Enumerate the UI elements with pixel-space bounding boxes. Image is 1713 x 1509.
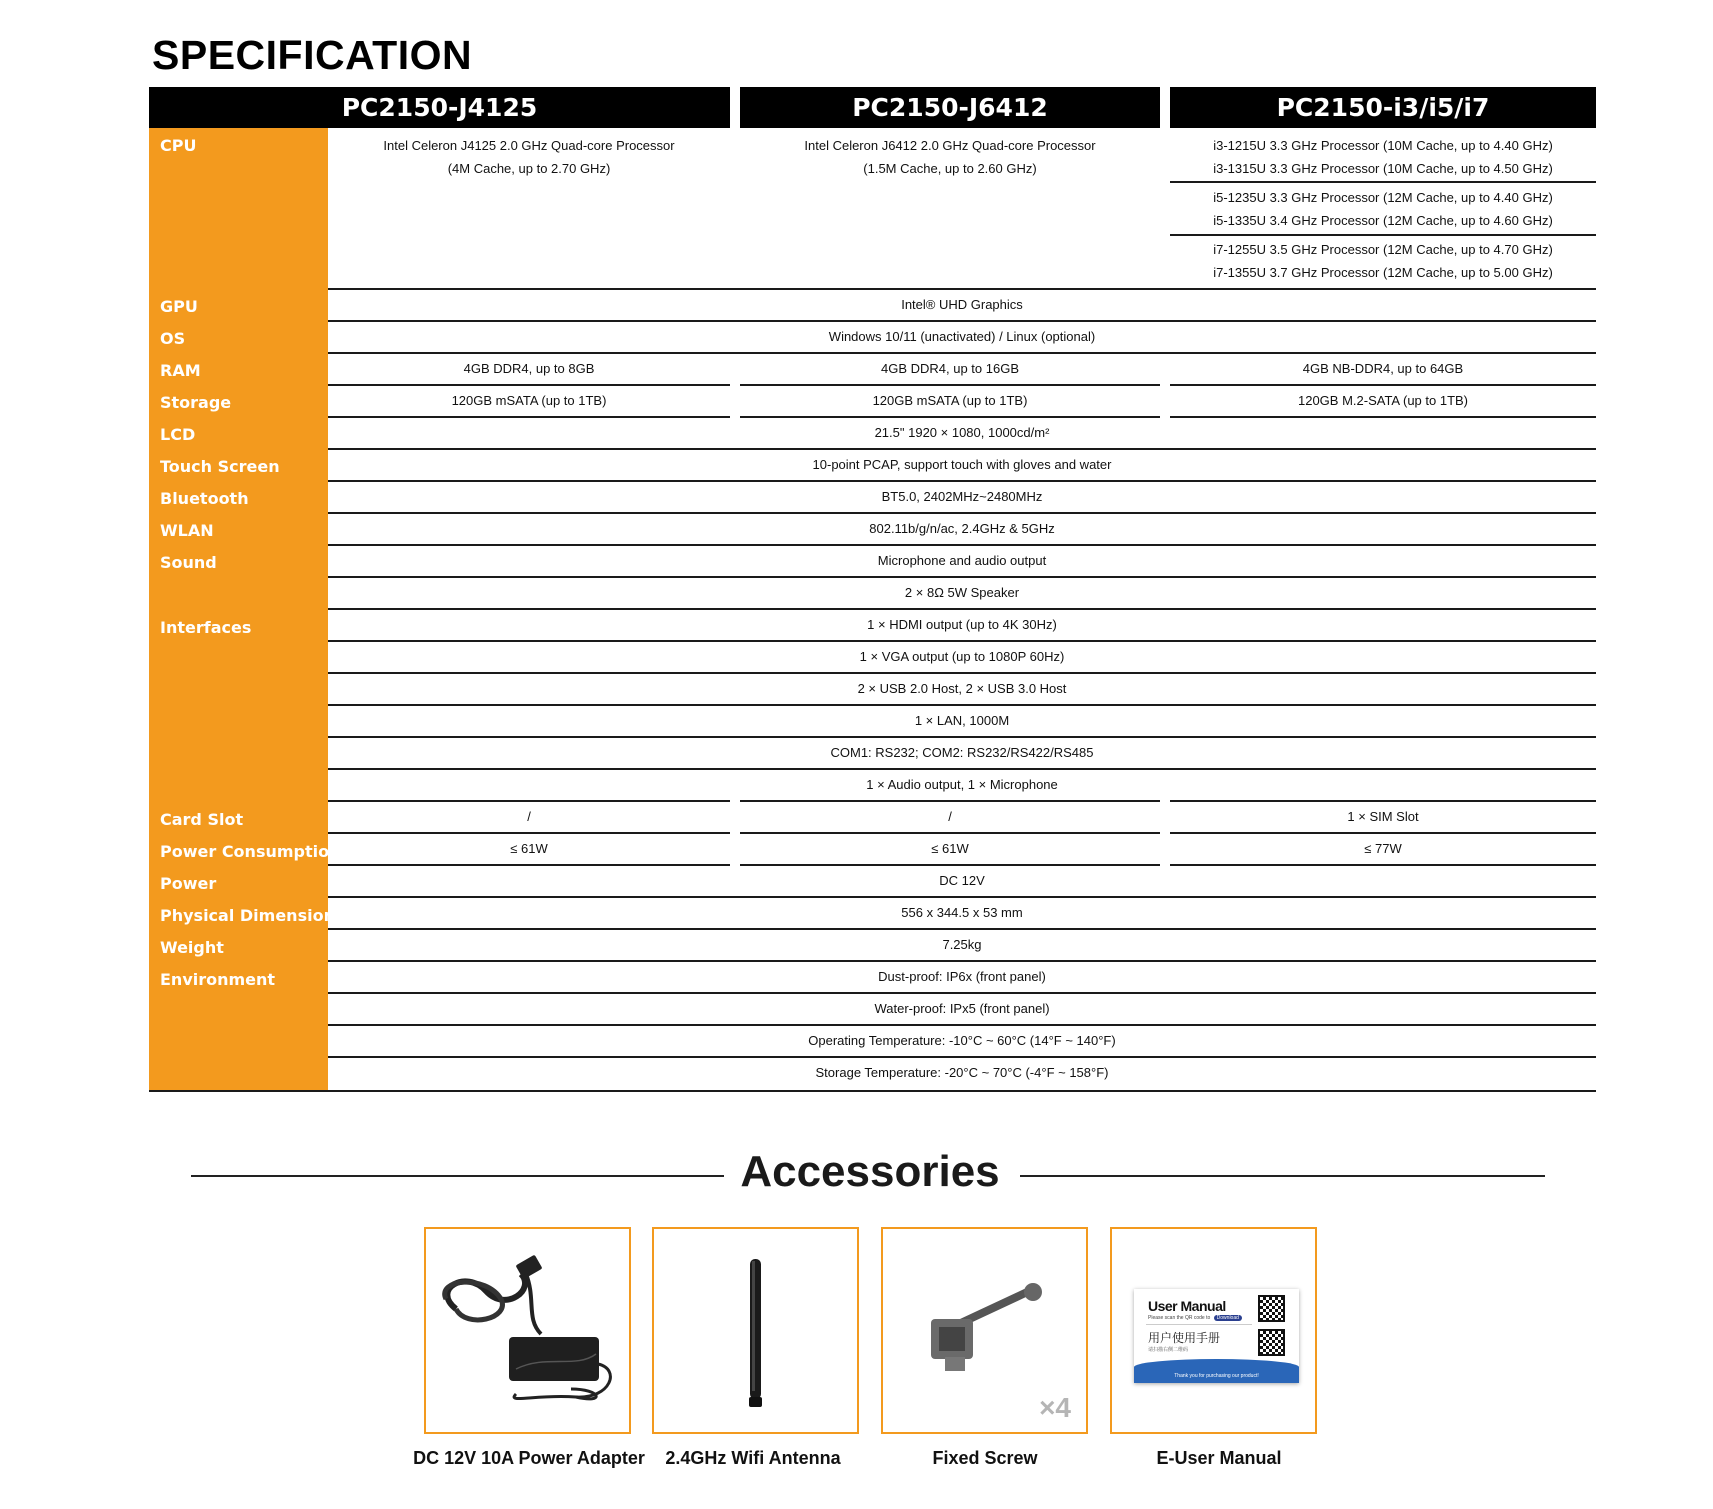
weight-value: 7.25kg — [942, 937, 982, 952]
cpu-j6412-line1: Intel Celeron J6412 2.0 GHz Quad-core Processor — [804, 138, 1096, 153]
environment-4: Storage Temperature: -20°C ~ 70°C (-4°F ~ 158°F) — [815, 1065, 1109, 1080]
divider — [1170, 800, 1596, 802]
cpu-i7-line2: i7-1355U 3.7 GHz Processor (12M Cache, up to 5.00 GHz) — [1213, 265, 1553, 280]
ram-i3i5i7: 4GB NB-DDR4, up to 64GB — [1302, 361, 1464, 376]
powercons-j6412: ≤ 61W — [931, 841, 969, 856]
label-interfaces: Interfaces — [160, 618, 252, 637]
qr-code-icon — [1258, 1295, 1285, 1322]
touch-value: 10-point PCAP, support touch with gloves and water — [812, 457, 1112, 472]
divider — [328, 896, 1596, 898]
divider — [328, 768, 1596, 770]
manual-download-badge: Download — [1214, 1315, 1242, 1321]
manual-subtitle-text: Please scan the QR code to — [1148, 1315, 1211, 1321]
divider — [328, 800, 730, 802]
model-header-i3i5i7: PC2150-i3/i5/i7 — [1170, 87, 1596, 128]
divider — [328, 864, 730, 866]
fixed-screw-label: Fixed Screw — [932, 1448, 1038, 1468]
cpu-j4125-line1: Intel Celeron J4125 2.0 GHz Quad-core Processor — [383, 138, 675, 153]
label-power: Power — [160, 874, 217, 893]
divider — [328, 960, 1596, 962]
bluetooth-value: BT5.0, 2402MHz~2480MHz — [881, 489, 1043, 504]
manual-title-cn: 用户使用手册 — [1148, 1331, 1221, 1345]
dimension-value: 556 x 344.5 x 53 mm — [901, 905, 1023, 920]
lcd-value: 21.5" 1920 × 1080, 1000cd/m² — [874, 425, 1050, 440]
divider — [328, 320, 1596, 322]
label-card-slot: Card Slot — [160, 810, 244, 829]
fixed-screw-image — [881, 1227, 1088, 1434]
divider — [328, 1024, 1596, 1026]
divider — [328, 992, 1596, 994]
label-sound: Sound — [160, 553, 217, 572]
label-storage: Storage — [160, 393, 232, 412]
label-touch-screen: Touch Screen — [160, 457, 280, 476]
os-value: Windows 10/11 (unactivated) / Linux (optional) — [828, 329, 1096, 344]
cpu-i7 — [1170, 238, 1596, 284]
divider — [328, 1056, 1596, 1058]
divider — [328, 384, 730, 386]
storage-j4125: 120GB mSATA (up to 1TB) — [451, 393, 607, 408]
cpu-i3 — [1170, 134, 1596, 180]
power-value: DC 12V — [939, 873, 985, 888]
cpu-i5 — [1170, 186, 1596, 232]
divider — [328, 288, 1596, 290]
sound-value-2: 2 × 8Ω 5W Speaker — [904, 585, 1020, 600]
interface-5: COM1: RS232; COM2: RS232/RS422/RS485 — [830, 745, 1094, 760]
divider — [740, 832, 1160, 834]
user-manual-label: E-User Manual — [1156, 1448, 1282, 1468]
model-header-j6412: PC2150-J6412 — [740, 87, 1160, 128]
divider — [328, 512, 1596, 514]
manual-card — [1134, 1289, 1299, 1383]
divider — [328, 416, 730, 418]
divider — [328, 672, 1596, 674]
label-power-consumption: Power Consumption — [160, 842, 341, 861]
powercons-j4125: ≤ 61W — [510, 841, 548, 856]
label-gpu: GPU — [160, 297, 198, 316]
divider — [328, 544, 1596, 546]
label-wlan: WLAN — [160, 521, 214, 540]
interface-6: 1 × Audio output, 1 × Microphone — [866, 777, 1058, 792]
wlan-value: 802.11b/g/n/ac, 2.4GHz & 5GHz — [869, 521, 1055, 536]
cpu-i3-line2: i3-1315U 3.3 GHz Processor (10M Cache, up to 4.50 GHz) — [1213, 161, 1553, 176]
accessories-rule-right — [1020, 1175, 1545, 1177]
divider — [328, 608, 1596, 610]
cpu-j6412 — [740, 134, 1160, 180]
card-i3i5i7: 1 × SIM Slot — [1347, 809, 1419, 824]
accessories-title: Accessories — [740, 1147, 1000, 1196]
powercons-i3i5i7: ≤ 77W — [1364, 841, 1402, 856]
cpu-i3-line1: i3-1215U 3.3 GHz Processor (10M Cache, up to 4.40 GHz) — [1213, 138, 1553, 153]
divider — [740, 864, 1160, 866]
card-j4125: / — [527, 809, 531, 824]
divider — [328, 832, 730, 834]
divider — [328, 576, 1596, 578]
storage-i3i5i7: 120GB M.2-SATA (up to 1TB) — [1297, 393, 1469, 408]
model-header-j4125: PC2150-J4125 — [149, 87, 730, 128]
label-ram: RAM — [160, 361, 201, 380]
divider — [328, 448, 1596, 450]
cpu-j4125-line2: (4M Cache, up to 2.70 GHz) — [447, 161, 611, 176]
manual-footer — [1134, 1359, 1299, 1383]
interface-2: 1 × VGA output (up to 1080P 60Hz) — [859, 649, 1065, 664]
label-weight: Weight — [160, 938, 224, 957]
label-physical-dimension: Physical Dimension — [160, 906, 335, 925]
manual-subtitle — [1148, 1315, 1242, 1321]
divider — [1170, 864, 1596, 866]
page-title: SPECIFICATION — [152, 32, 473, 78]
cpu-j6412-line2: (1.5M Cache, up to 2.60 GHz) — [863, 161, 1037, 176]
divider — [1170, 832, 1596, 834]
table-bottom-rule — [149, 1090, 1596, 1092]
label-bluetooth: Bluetooth — [160, 489, 249, 508]
divider — [740, 416, 1160, 418]
label-lcd: LCD — [160, 425, 196, 444]
divider — [328, 704, 1596, 706]
interface-3: 2 × USB 2.0 Host, 2 × USB 3.0 Host — [857, 681, 1067, 696]
sound-value-1: Microphone and audio output — [877, 553, 1047, 568]
wifi-antenna-image — [652, 1227, 859, 1434]
cpu-i5-line1: i5-1235U 3.3 GHz Processor (12M Cache, up to 4.40 GHz) — [1213, 190, 1553, 205]
qr-code-icon — [1258, 1329, 1285, 1356]
manual-footer-text: Thank you for purchasing our product! — [1174, 1373, 1259, 1379]
cpu-j4125 — [328, 134, 730, 180]
label-cpu: CPU — [160, 136, 197, 155]
card-j6412: / — [948, 809, 952, 824]
gpu-value: Intel® UHD Graphics — [901, 297, 1023, 312]
power-adapter-image — [424, 1227, 631, 1434]
manual-divider — [1146, 1324, 1252, 1325]
divider — [328, 736, 1596, 738]
environment-2: Water-proof: IPx5 (front panel) — [874, 1001, 1050, 1016]
interface-1: 1 × HDMI output (up to 4K 30Hz) — [867, 617, 1057, 632]
label-environment: Environment — [160, 970, 276, 989]
cpu-i5-line2: i5-1335U 3.4 GHz Processor (12M Cache, up to 4.60 GHz) — [1213, 213, 1553, 228]
divider — [328, 928, 1596, 930]
divider — [328, 640, 1596, 642]
environment-1: Dust-proof: IP6x (front panel) — [878, 969, 1046, 984]
divider — [1170, 181, 1596, 183]
cpu-i7-line1: i7-1255U 3.5 GHz Processor (12M Cache, up to 4.70 GHz) — [1213, 242, 1553, 257]
divider — [1170, 234, 1596, 236]
divider — [1170, 416, 1596, 418]
manual-title: User Manual — [1148, 1298, 1226, 1314]
screw-quantity: ×4 — [1039, 1392, 1071, 1423]
label-os: OS — [160, 329, 186, 348]
interface-4: 1 × LAN, 1000M — [914, 713, 1010, 728]
divider — [740, 384, 1160, 386]
wifi-antenna-label: 2.4GHz Wifi Antenna — [665, 1448, 841, 1468]
divider — [740, 800, 1160, 802]
environment-3: Operating Temperature: -10°C ~ 60°C (14°F ~ 140°F) — [808, 1033, 1116, 1048]
user-manual-image — [1110, 1227, 1317, 1434]
manual-subtitle-cn: 请扫描右侧二维码 — [1148, 1347, 1189, 1353]
ram-j6412: 4GB DDR4, up to 16GB — [880, 361, 1019, 376]
ram-j4125: 4GB DDR4, up to 8GB — [463, 361, 595, 376]
divider — [328, 480, 1596, 482]
storage-j6412: 120GB mSATA (up to 1TB) — [872, 393, 1028, 408]
power-adapter-icon — [426, 1229, 629, 1432]
divider — [1170, 384, 1596, 386]
antenna-icon — [654, 1229, 857, 1432]
power-adapter-label: DC 12V 10A Power Adapter — [413, 1448, 645, 1468]
divider — [328, 352, 1596, 354]
